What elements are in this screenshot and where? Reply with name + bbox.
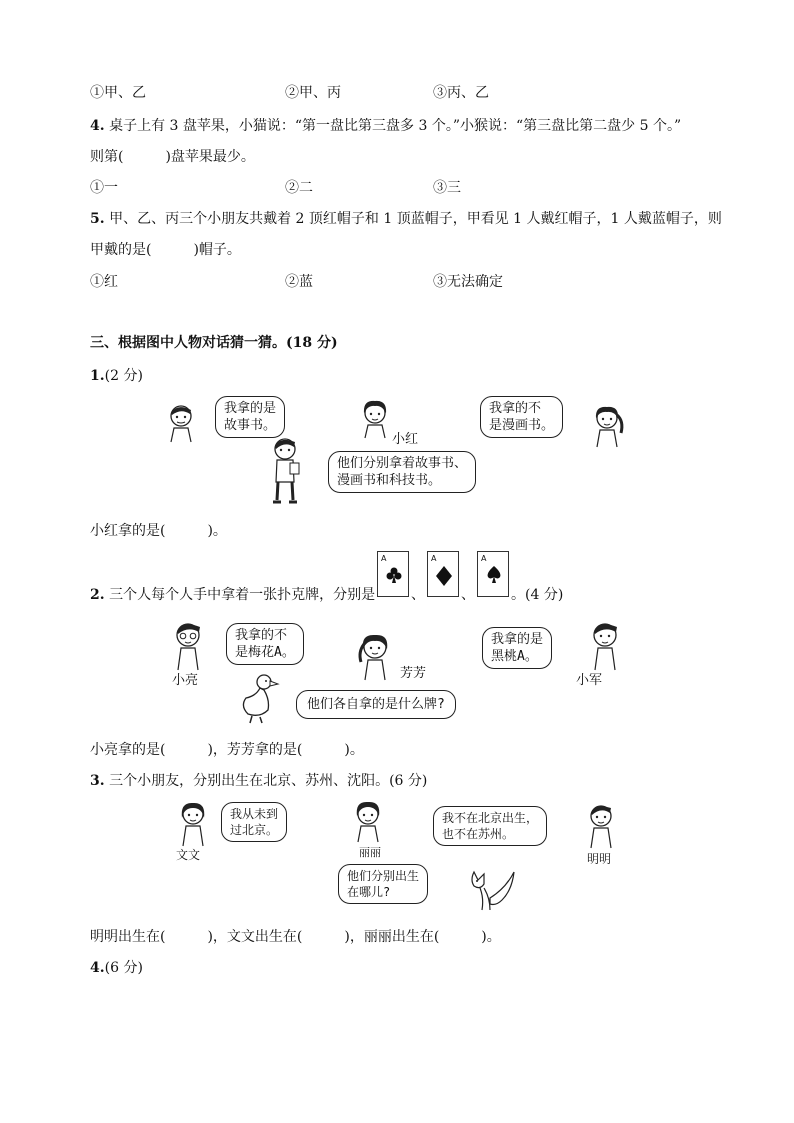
p1-answer: 小红拿的是( )。 (90, 523, 227, 539)
p1-name-mid: 小红 (392, 432, 419, 447)
p1-bubble-bottom-line2: 漫画书和科技书。 (337, 473, 442, 488)
girl-fangfang-figure-icon (355, 632, 395, 682)
spade-icon (486, 566, 502, 584)
p2-bubble-bottom-line1: 他们各自拿的是什么牌? (307, 697, 445, 712)
boy-xiaoliang-figure-icon (170, 620, 206, 670)
p1-bubble-left-line1: 我拿的是 (224, 401, 277, 416)
p1-bubble-left (215, 396, 285, 438)
p2-end: 。 (511, 587, 525, 603)
p1-bubble-right (480, 396, 563, 438)
p2-bubble-right-line2: 黑桃A。 (491, 649, 538, 664)
p1-bubble-left-line2: 故事书。 (224, 418, 277, 433)
p1-header (90, 365, 143, 385)
p3-bubble-left-line1: 我从未到 (230, 807, 279, 821)
p3-score: (6 分) (389, 773, 428, 789)
p4-score: (6 分) (104, 960, 143, 976)
card-rank-3: A (481, 554, 487, 563)
p3-number: 3. (90, 773, 105, 789)
p3-line (90, 770, 427, 790)
p2-sep-1: 、 (411, 587, 425, 603)
q4-line2: 则第( )盘苹果最少。 (90, 149, 255, 165)
p2-name-mid: 芳芳 (400, 666, 427, 681)
p1-number: 1. (90, 368, 105, 384)
q4-text: 桌子上有 3 盘苹果，小猫说：“第一盘比第三盘多 3 个。”小猴说：“第三盘比第二盘少 5 个。” (109, 118, 682, 134)
p2-name-right: 小军 (576, 673, 603, 688)
p3-name-right: 明明 (587, 852, 612, 866)
duck-figure-icon (238, 672, 280, 724)
girl-lili-figure-icon (350, 800, 386, 842)
p2-name-left: 小亮 (172, 673, 199, 688)
p2-number: 2. (90, 587, 105, 603)
p3-bubble-left (221, 802, 287, 842)
p1-score: (2 分) (104, 368, 143, 384)
p3-bubble-right-line2: 也不在苏州。 (442, 827, 515, 841)
p1-bubble-bottom-line1: 他们分别拿着故事书、 (337, 456, 468, 471)
p2-bubble-left-line1: 我拿的不 (235, 628, 288, 643)
card-rank-2: A (431, 554, 437, 563)
p2-bubble-left (226, 623, 304, 665)
p3-bubble-right-line1: 我不在北京出生， (442, 811, 539, 825)
p4-header (90, 957, 143, 977)
girl-wenwen-figure-icon (175, 800, 211, 846)
q5-option-3: ③无法确定 (433, 274, 503, 290)
p2-line (90, 584, 375, 604)
q5-option-1: ①红 (90, 274, 118, 290)
card-diamond-a (427, 551, 459, 597)
p2-bubble-right-line1: 我拿的是 (491, 632, 544, 647)
boy-with-book-figure-icon (268, 436, 302, 506)
q4-line1 (90, 115, 681, 135)
p3-bubble-bottom-line2: 在哪儿? (347, 885, 391, 899)
p2-tail (511, 584, 563, 604)
p2-bubble-bottom (296, 690, 456, 719)
q4-option-2: ②二 (285, 180, 313, 196)
q5-number: 5. (90, 211, 105, 227)
q4-option-1: ①一 (90, 180, 118, 196)
p2-score: (4 分) (525, 587, 564, 603)
p3-answer: 明明出生在( )，文文出生在( )，丽丽出生在( )。 (90, 929, 501, 945)
fox-figure-icon (466, 868, 518, 914)
diamond-icon (436, 566, 452, 586)
option-3: ③丙、乙 (433, 85, 489, 101)
p3-bubble-bottom (338, 864, 428, 904)
p2-bubble-right (482, 627, 552, 669)
boy-figure-icon (163, 402, 199, 442)
p3-bubble-bottom-line1: 他们分别出生 (347, 869, 420, 883)
p1-bubble-right-line2: 是漫画书。 (489, 418, 555, 433)
q4-option-3: ③三 (433, 180, 461, 196)
card-rank-1: A (381, 554, 387, 563)
q5-text: 甲、乙、丙三个小朋友共戴着 2 顶红帽子和 1 顶蓝帽子，甲看见 1 人戴红帽子，1 人戴蓝帽子，则 (109, 211, 722, 227)
p2-answer: 小亮拿的是( )，芳芳拿的是( )。 (90, 742, 364, 758)
club-icon (386, 566, 402, 584)
p2-sep-2: 、 (461, 587, 475, 603)
q5-option-2: ②蓝 (285, 274, 313, 290)
q4-number: 4. (90, 118, 105, 134)
p1-bubble-bottom (328, 451, 476, 493)
q5-line2: 甲戴的是( )帽子。 (90, 242, 241, 258)
p3-name-mid: 丽丽 (359, 846, 381, 859)
card-club-a (377, 551, 409, 597)
boy-mingming-figure-icon (584, 802, 618, 848)
p3-stem: 三个小朋友，分别出生在北京、苏州、沈阳。 (109, 773, 390, 789)
girl-figure-icon (588, 403, 626, 453)
option-1: ①甲、乙 (90, 85, 146, 101)
p2-bubble-left-line2: 是梅花A。 (235, 645, 295, 660)
boy-xiaojun-figure-icon (585, 620, 625, 670)
option-2: ②甲、丙 (285, 85, 341, 101)
p4-number: 4. (90, 960, 105, 976)
p3-bubble-right (433, 806, 547, 846)
p1-bubble-right-line1: 我拿的不 (489, 401, 542, 416)
p3-name-left: 文文 (176, 848, 201, 862)
q5-line1 (90, 208, 722, 228)
p3-bubble-left-line2: 过北京。 (230, 823, 279, 837)
section-title: 三、根据图中人物对话猜一猜。(18 分) (90, 335, 338, 351)
p2-stem: 三个人每个人手中拿着一张扑克牌，分别是 (109, 587, 376, 603)
girl-xiaohong-figure-icon (358, 398, 392, 438)
card-spade-a (477, 551, 509, 597)
